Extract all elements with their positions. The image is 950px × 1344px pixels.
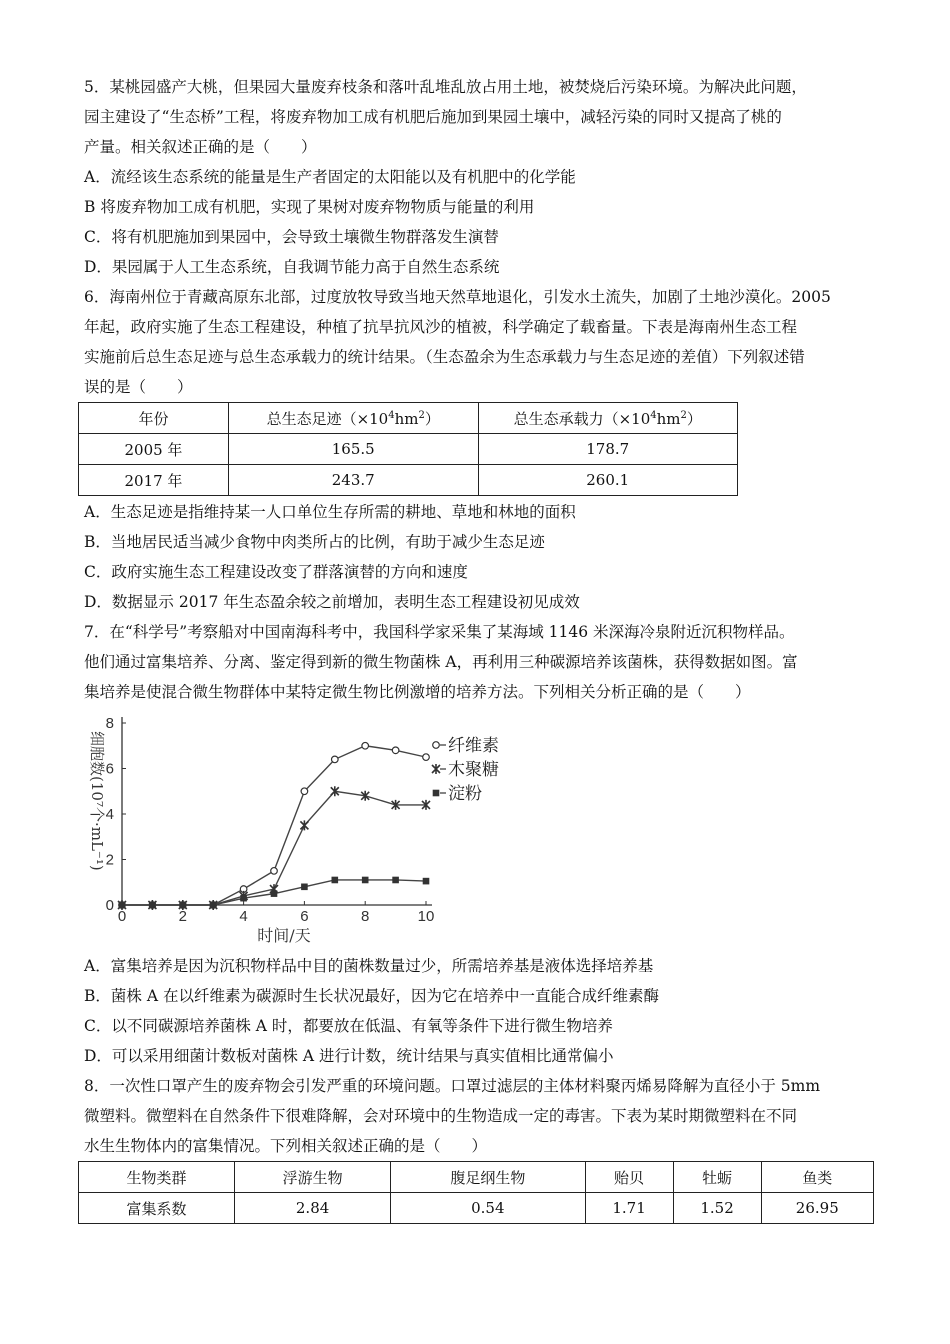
question-5-option-c: C．将有机肥施加到果园中，会导致土壤微生物群落发生演替 — [84, 228, 499, 246]
question-7-stem-line: 集培养是使混合微生物群体中某特定微生物比例激增的培养方法。下列相关分析正确的是（ ） — [84, 683, 751, 701]
question-5-option-a: A．流经该生态系统的能量是生产者固定的太阳能以及有机肥中的化学能 — [84, 168, 576, 186]
question-6-stem-line: 年起，政府实施了生态工程建设，种植了抗旱抗风沙的植被，科学确定了载畜量。下表是海南州生态工程 — [84, 318, 798, 336]
data-point — [210, 902, 217, 909]
table-cell: 2017 年 — [79, 465, 229, 496]
legend-marker — [433, 790, 440, 797]
question-5 — [84, 72, 874, 282]
table-cell: 1.52 — [673, 1193, 761, 1224]
data-point — [180, 902, 187, 909]
data-point — [271, 868, 278, 875]
data-point — [392, 877, 399, 884]
table-cell: 1.71 — [585, 1193, 673, 1224]
question-5-stem-line: 产量。相关叙述正确的是（ ） — [84, 138, 317, 156]
table-header-cell: 牡蛎 — [673, 1162, 761, 1193]
table-cell: 260.1 — [478, 465, 738, 496]
data-point — [332, 877, 339, 884]
table-cell: 26.95 — [761, 1193, 873, 1224]
question-6-stem-line: 6．海南州位于青藏高原东北部，过度放牧导致当地天然草地退化，引发水土流失，加剧了土地沙漠化。2005 — [84, 288, 831, 306]
y-tick-label: 2 — [105, 851, 114, 869]
table-header-row — [79, 403, 738, 434]
data-point — [271, 890, 278, 897]
y-tick-label: 4 — [105, 806, 114, 823]
question-5-option-d: D．果园属于人工生态系统，自我调节能力高于自然生态系统 — [84, 258, 500, 276]
question-7-option-b: B．菌株 A 在以纤维素为碳源时生长状况最好，因为它在培养中一直能合成纤维素酶 — [84, 987, 659, 1005]
question-6-option-d: D．数据显示 2017 年生态盈余较之前增加，表明生态工程建设初见成效 — [84, 593, 580, 611]
question-8-stem-line: 水生生物体内的富集情况。下列相关叙述正确的是（ ） — [84, 1137, 488, 1155]
header-footprint: 总生态足迹$(\times 10^4hm^2)$ — [228, 403, 478, 434]
data-point — [301, 788, 308, 795]
data-point — [149, 902, 156, 909]
table-cell: 2.84 — [235, 1193, 391, 1224]
x-tick-label: 8 — [361, 908, 370, 925]
microplastic-table — [78, 1161, 874, 1224]
table-cell: 富集系数 — [79, 1193, 235, 1224]
question-6-stem-line: 误的是（ ） — [84, 378, 193, 396]
question-7-stem-line: 他们通过富集培养、分离、鉴定得到新的微生物菌株 A，再利用三种碳源培养该菌株，获得数据如图。富 — [84, 653, 798, 671]
y-tick-label: 0 — [105, 897, 114, 914]
y-tick-label: 6 — [105, 760, 114, 778]
x-tick-label: 4 — [239, 908, 248, 925]
data-point — [119, 902, 126, 909]
question-5-option-b: B 将废弃物加工成有机肥，实现了果树对废弃物物质与能量的利用 — [84, 198, 535, 216]
question-6 — [84, 282, 874, 617]
table-cell: 243.7 — [228, 465, 478, 496]
question-6-stem-line: 实施前后总生态足迹与总生态承载力的统计结果。（生态盈余为生态承载力与生态足迹的差值）下列叙述错 — [84, 348, 805, 366]
data-point — [300, 820, 308, 830]
question-6-option-a: A．生态足迹是指维持某一人口单位生存所需的耕地、草地和林地的面积 — [84, 503, 576, 521]
table-header-cell: 腹足纲生物 — [391, 1162, 585, 1193]
question-7-stem-line: 7．在“科学号”考察船对中国南海科考中，我国科学家采集了某海域 1146 米深海冷泉附近沉积物样品。 — [84, 623, 795, 641]
question-6-option-c: C．政府实施生态工程建设改变了群落演替的方向和速度 — [84, 563, 468, 581]
table-header-row — [79, 1162, 874, 1193]
growth-chart-svg — [84, 711, 554, 951]
table-row — [79, 1193, 874, 1224]
x-tick-label: 0 — [117, 908, 127, 925]
exam-page — [84, 72, 874, 1224]
legend-label: 木聚糖 — [448, 760, 499, 780]
x-tick-label: 6 — [300, 908, 309, 925]
data-point — [423, 754, 430, 761]
y-tick-label: 8 — [105, 715, 114, 732]
y-axis-label: 细胞数(10⁷个·mL⁻¹) — [88, 731, 106, 871]
data-point — [362, 742, 369, 749]
question-7 — [84, 617, 874, 1071]
data-point — [240, 895, 247, 902]
table-header-cell: 浮游生物 — [235, 1162, 391, 1193]
data-point — [301, 884, 308, 891]
growth-chart — [84, 711, 554, 951]
question-7-option-c: C．以不同碳源培养菌株 A 时，都要放在低温、有氧等条件下进行微生物培养 — [84, 1017, 613, 1035]
table-cell: 178.7 — [478, 434, 738, 465]
legend-label: 纤维素 — [448, 736, 499, 756]
table-header-cell: 生物类群 — [79, 1162, 235, 1193]
table-cell: 165.5 — [228, 434, 478, 465]
legend-marker — [432, 764, 440, 774]
table-row — [79, 434, 738, 465]
x-tick-label: 2 — [178, 908, 187, 925]
question-7-option-d: D．可以采用细菌计数板对菌株 A 进行计数，统计结果与真实值相比通常偏小 — [84, 1047, 614, 1065]
header-year: 年份 — [79, 403, 229, 434]
legend-label: 淀粉 — [448, 784, 482, 804]
series-line-0 — [122, 746, 426, 905]
header-capacity: 总生态承载力$(\times 10^4hm^2)$ — [478, 403, 738, 434]
table-row — [79, 465, 738, 496]
data-point — [332, 756, 339, 763]
data-point — [362, 877, 369, 884]
question-8 — [84, 1071, 874, 1224]
table-header-cell: 贻贝 — [585, 1162, 673, 1193]
data-point — [392, 747, 399, 754]
table-header-cell: 鱼类 — [761, 1162, 873, 1193]
question-8-stem-line: 8．一次性口罩产生的废弃物会引发严重的环境问题。口罩过滤层的主体材料聚丙烯易降解为直径小于 5mm — [84, 1077, 821, 1095]
legend-marker — [433, 742, 440, 749]
table-cell: 0.54 — [391, 1193, 585, 1224]
x-tick-label: 10 — [417, 908, 435, 925]
question-7-option-a: A．富集培养是因为沉积物样品中目的菌株数量过少，所需培养基是液体选择培养基 — [84, 957, 654, 975]
table-cell: 2005 年 — [79, 434, 229, 465]
footprint-table — [78, 402, 738, 496]
question-5-stem-line: 5．某桃园盛产大桃，但果园大量废弃枝条和落叶乱堆乱放占用土地，被焚烧后污染环境。为解决此问题， — [84, 78, 807, 96]
question-5-stem-line: 园主建设了“生态桥”工程，将废弃物加工成有机肥后施加到果园土壤中，减轻污染的同时又提高了桃的 — [84, 108, 782, 126]
question-8-stem-line: 微塑料。微塑料在自然条件下很难降解，会对环境中的生物造成一定的毒害。下表为某时期微塑料在不同 — [84, 1107, 798, 1125]
question-6-option-b: B．当地居民适当减少食物中肉类所占的比例，有助于减少生态足迹 — [84, 533, 545, 551]
x-axis-label: 时间/天 — [257, 926, 311, 945]
data-point — [423, 878, 430, 885]
